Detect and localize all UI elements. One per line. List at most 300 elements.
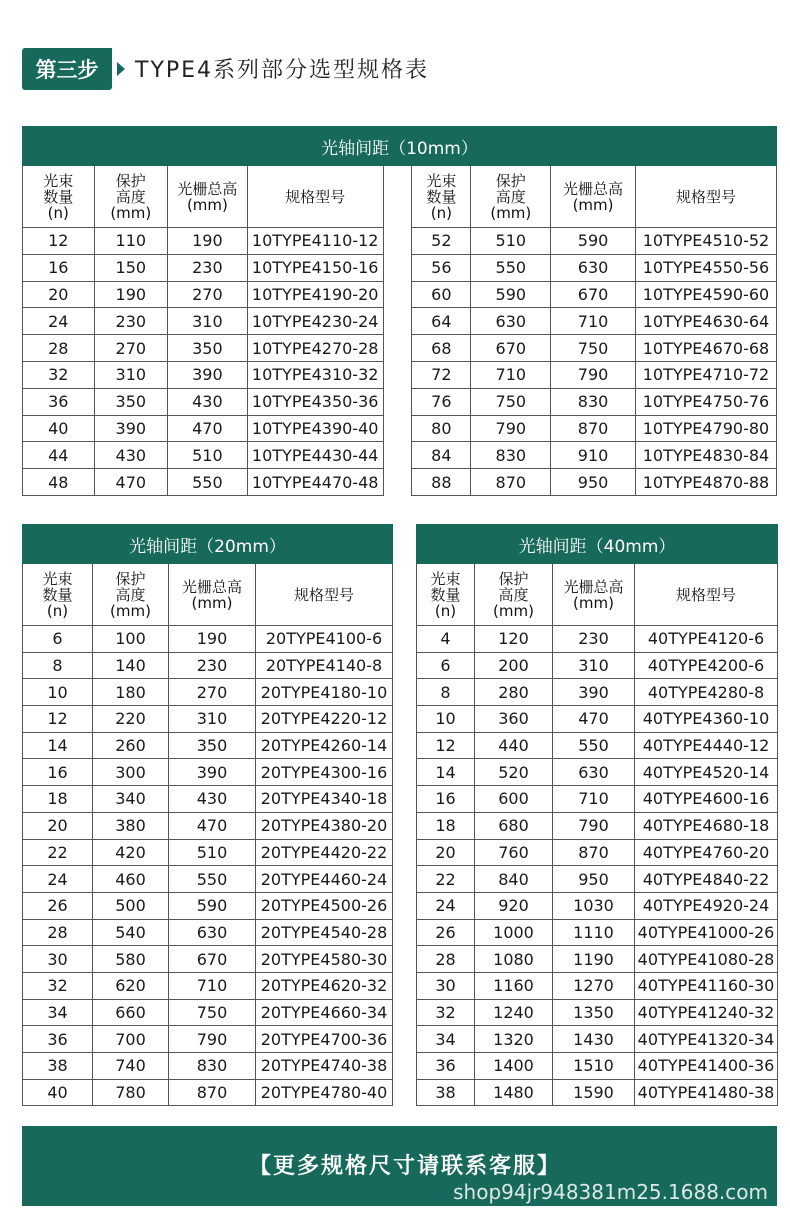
table-cell: 1430: [553, 1026, 635, 1053]
table-cell: 710: [553, 786, 635, 813]
table-cell: 40TYPE4440-12: [635, 732, 778, 759]
table-cell: 910: [551, 442, 636, 469]
table-cell: 300: [93, 759, 169, 786]
table-cell: 20TYPE4620-32: [256, 972, 393, 999]
col-total-height: 光栅总高 (mm): [553, 564, 635, 626]
table-cell: 40TYPE41000-26: [635, 919, 778, 946]
table-cell: 510: [471, 228, 551, 255]
col-model: 规格型号: [635, 166, 776, 228]
table-cell: 920: [475, 892, 553, 919]
table-cell: 310: [169, 706, 256, 733]
table-row: [23, 679, 393, 706]
table-row: [23, 732, 393, 759]
table-cell: 10TYPE4590-60: [635, 281, 776, 308]
table-cell: 1480: [475, 1079, 553, 1106]
table-cell: 270: [168, 281, 248, 308]
table-cell: 430: [168, 388, 248, 415]
table-cell: 340: [93, 786, 169, 813]
step-badge: 第三步: [22, 48, 112, 90]
table-row: [23, 442, 777, 469]
table-cell: 20TYPE4740-38: [256, 1053, 393, 1080]
table-row: [417, 946, 778, 973]
table-cell: 10TYPE4870-88: [635, 469, 776, 496]
table-cell: 6: [23, 626, 93, 653]
table-cell: 20TYPE4220-12: [256, 706, 393, 733]
table-cell: 20TYPE4500-26: [256, 892, 393, 919]
gap: [383, 415, 412, 442]
table-cell: 280: [475, 679, 553, 706]
table-row: [23, 946, 393, 973]
table-row: [417, 999, 778, 1026]
table-cell: 830: [551, 388, 636, 415]
table-cell: 40TYPE4600-16: [635, 786, 778, 813]
table-row: [417, 786, 778, 813]
table-40mm-title: 光轴间距（40mm）: [417, 525, 778, 564]
table-cell: 470: [169, 812, 256, 839]
table-row: [23, 469, 777, 496]
table-cell: 1080: [475, 946, 553, 973]
table-cell: 10TYPE4750-76: [635, 388, 776, 415]
step-arrow: [117, 62, 125, 76]
table-cell: 10TYPE4190-20: [247, 281, 383, 308]
table-cell: 20TYPE4140-8: [256, 652, 393, 679]
table-cell: 950: [553, 866, 635, 893]
table-row: [23, 866, 393, 893]
table-cell: 36: [23, 388, 95, 415]
table-row: [23, 999, 393, 1026]
table-cell: 26: [23, 892, 93, 919]
col-beams: 光束 数量 (n): [23, 564, 93, 626]
table-cell: 260: [93, 732, 169, 759]
table-cell: 34: [23, 999, 93, 1026]
col-protect-height: 保护 高度 (mm): [93, 564, 169, 626]
table-cell: 580: [93, 946, 169, 973]
table-cell: 590: [551, 228, 636, 255]
table-row: [23, 892, 393, 919]
table-row: [23, 652, 393, 679]
table-cell: 10TYPE4310-32: [247, 361, 383, 388]
table-cell: 20: [23, 281, 95, 308]
table-cell: 40TYPE4200-6: [635, 652, 778, 679]
table-cell: 4: [417, 626, 475, 653]
table-cell: 56: [412, 254, 471, 281]
table-cell: 18: [417, 812, 475, 839]
gap: [383, 442, 412, 469]
gap: [383, 308, 412, 335]
table-cell: 190: [94, 281, 168, 308]
table-cell: 40TYPE41480-38: [635, 1079, 778, 1106]
table-cell: 1160: [475, 972, 553, 999]
table-cell: 40TYPE4680-18: [635, 812, 778, 839]
table-cell: 1000: [475, 919, 553, 946]
table-cell: 40TYPE41400-36: [635, 1053, 778, 1080]
table-cell: 1320: [475, 1026, 553, 1053]
gap: [383, 388, 412, 415]
table-cell: 270: [94, 335, 168, 362]
table-row: [23, 254, 777, 281]
table-cell: 20TYPE4340-18: [256, 786, 393, 813]
table-cell: 40: [23, 415, 95, 442]
table-cell: 1270: [553, 972, 635, 999]
col-total-height: 光栅总高 (mm): [168, 166, 248, 228]
table-cell: 790: [471, 415, 551, 442]
table-row: [417, 652, 778, 679]
table-cell: 620: [93, 972, 169, 999]
table-cell: 190: [168, 228, 248, 255]
table-row: [23, 1079, 393, 1106]
table-cell: 510: [169, 839, 256, 866]
table-cell: 20: [417, 839, 475, 866]
table-cell: 390: [168, 361, 248, 388]
table-cell: 1590: [553, 1079, 635, 1106]
table-cell: 550: [168, 469, 248, 496]
table-cell: 40TYPE4840-22: [635, 866, 778, 893]
table-cell: 1510: [553, 1053, 635, 1080]
table-cell: 32: [23, 972, 93, 999]
table-cell: 500: [93, 892, 169, 919]
table-row: [417, 626, 778, 653]
table-cell: 32: [23, 361, 95, 388]
table-cell: 630: [169, 919, 256, 946]
table-cell: 950: [551, 469, 636, 496]
table-row: [23, 786, 393, 813]
table-cell: 10TYPE4110-12: [247, 228, 383, 255]
table-cell: 670: [471, 335, 551, 362]
table-cell: 10TYPE4150-16: [247, 254, 383, 281]
table-cell: 430: [169, 786, 256, 813]
col-beams: 光束 数量 (n): [23, 166, 95, 228]
table-cell: 180: [93, 679, 169, 706]
gap: [383, 166, 412, 228]
table-cell: 680: [475, 812, 553, 839]
table-row: [417, 919, 778, 946]
table-cell: 22: [417, 866, 475, 893]
table-cell: 20TYPE4420-22: [256, 839, 393, 866]
table-cell: 8: [417, 679, 475, 706]
table-cell: 590: [169, 892, 256, 919]
table-cell: 590: [471, 281, 551, 308]
table-cell: 1240: [475, 999, 553, 1026]
gap: [383, 361, 412, 388]
table-cell: 8: [23, 652, 93, 679]
table-row: [417, 866, 778, 893]
table-row: [417, 812, 778, 839]
table-cell: 44: [23, 442, 95, 469]
table-cell: 10TYPE4710-72: [635, 361, 776, 388]
table-row: [23, 706, 393, 733]
table-40mm: [416, 524, 777, 1106]
gap: [383, 335, 412, 362]
table-cell: 710: [551, 308, 636, 335]
table-cell: 64: [412, 308, 471, 335]
table-cell: 24: [417, 892, 475, 919]
table-cell: 380: [93, 812, 169, 839]
table-cell: 30: [23, 946, 93, 973]
table-cell: 550: [169, 866, 256, 893]
table-cell: 28: [23, 919, 93, 946]
col-total-height: 光栅总高 (mm): [551, 166, 636, 228]
table-cell: 12: [417, 732, 475, 759]
table-cell: 20TYPE4180-10: [256, 679, 393, 706]
table-row: [23, 361, 777, 388]
table-cell: 510: [168, 442, 248, 469]
table-cell: 310: [553, 652, 635, 679]
table-row: [23, 308, 777, 335]
table-cell: 10TYPE4470-48: [247, 469, 383, 496]
table-cell: 780: [93, 1079, 169, 1106]
table-cell: 150: [94, 254, 168, 281]
table-cell: 550: [553, 732, 635, 759]
table-cell: 350: [168, 335, 248, 362]
table-cell: 36: [417, 1053, 475, 1080]
table-cell: 710: [169, 972, 256, 999]
table-cell: 20TYPE4380-20: [256, 812, 393, 839]
table-cell: 10TYPE4270-28: [247, 335, 383, 362]
table-row: [23, 972, 393, 999]
table-cell: 390: [553, 679, 635, 706]
table-cell: 230: [169, 652, 256, 679]
table-row: [23, 1053, 393, 1080]
gap: [383, 254, 412, 281]
table-row: [23, 919, 393, 946]
table-cell: 830: [169, 1053, 256, 1080]
table-cell: 220: [93, 706, 169, 733]
table-cell: 750: [551, 335, 636, 362]
table-cell: 230: [168, 254, 248, 281]
table-cell: 760: [475, 839, 553, 866]
table-cell: 1190: [553, 946, 635, 973]
table-cell: 72: [412, 361, 471, 388]
table-cell: 350: [169, 732, 256, 759]
table-row: [23, 626, 393, 653]
table-cell: 34: [417, 1026, 475, 1053]
table-row: [23, 759, 393, 786]
table-cell: 18: [23, 786, 93, 813]
table-cell: 460: [93, 866, 169, 893]
table-cell: 16: [23, 759, 93, 786]
table-cell: 14: [23, 732, 93, 759]
table-cell: 870: [471, 469, 551, 496]
table-cell: 20TYPE4100-6: [256, 626, 393, 653]
table-cell: 1400: [475, 1053, 553, 1080]
table-cell: 40TYPE41320-34: [635, 1026, 778, 1053]
table-cell: 1110: [553, 919, 635, 946]
col-model: 规格型号: [256, 564, 393, 626]
table-cell: 110: [94, 228, 168, 255]
table-cell: 840: [475, 866, 553, 893]
table-cell: 790: [553, 812, 635, 839]
table-row: [23, 1026, 393, 1053]
table-cell: 310: [94, 361, 168, 388]
table-cell: 100: [93, 626, 169, 653]
table-row: [417, 1053, 778, 1080]
table-cell: 28: [417, 946, 475, 973]
table-cell: 230: [553, 626, 635, 653]
table-cell: 40TYPE4280-8: [635, 679, 778, 706]
table-cell: 660: [93, 999, 169, 1026]
table-row: [417, 1026, 778, 1053]
table-cell: 10TYPE4390-40: [247, 415, 383, 442]
table-cell: 20TYPE4260-14: [256, 732, 393, 759]
table-cell: 76: [412, 388, 471, 415]
table-cell: 750: [169, 999, 256, 1026]
table-cell: 520: [475, 759, 553, 786]
table-cell: 24: [23, 866, 93, 893]
table-cell: 20TYPE4660-34: [256, 999, 393, 1026]
table-cell: 32: [417, 999, 475, 1026]
table-20mm-title: 光轴间距（20mm）: [23, 525, 393, 564]
table-cell: 230: [94, 308, 168, 335]
table-cell: 700: [93, 1026, 169, 1053]
table-cell: 270: [169, 679, 256, 706]
table-cell: 14: [417, 759, 475, 786]
table-cell: 790: [551, 361, 636, 388]
table-cell: 10TYPE4350-36: [247, 388, 383, 415]
table-10mm: [22, 126, 777, 496]
table-row: [417, 679, 778, 706]
table-cell: 40TYPE4920-24: [635, 892, 778, 919]
table-cell: 350: [94, 388, 168, 415]
col-total-height: 光栅总高 (mm): [169, 564, 256, 626]
table-cell: 48: [23, 469, 95, 496]
table-row: [417, 759, 778, 786]
table-cell: 20TYPE4460-24: [256, 866, 393, 893]
table-cell: 6: [417, 652, 475, 679]
table-20mm: [22, 524, 392, 1106]
table-cell: 630: [553, 759, 635, 786]
table-cell: 140: [93, 652, 169, 679]
table-cell: 26: [417, 919, 475, 946]
table-cell: 40TYPE4360-10: [635, 706, 778, 733]
table-cell: 68: [412, 335, 471, 362]
gap: [383, 281, 412, 308]
table-cell: 30: [417, 972, 475, 999]
table-cell: 38: [23, 1053, 93, 1080]
table-cell: 710: [471, 361, 551, 388]
table-row: [23, 335, 777, 362]
table-cell: 790: [169, 1026, 256, 1053]
table-cell: 40: [23, 1079, 93, 1106]
table-row: [23, 812, 393, 839]
table-cell: 10TYPE4790-80: [635, 415, 776, 442]
table-cell: 600: [475, 786, 553, 813]
table-10mm-title: 光轴间距（10mm）: [23, 127, 777, 166]
col-protect-height: 保护 高度 (mm): [475, 564, 553, 626]
table-row: [417, 839, 778, 866]
table-cell: 670: [551, 281, 636, 308]
table-cell: 750: [471, 388, 551, 415]
table-cell: 470: [168, 415, 248, 442]
table-cell: 20TYPE4700-36: [256, 1026, 393, 1053]
table-cell: 470: [94, 469, 168, 496]
table-cell: 40TYPE4120-6: [635, 626, 778, 653]
table-row: [417, 706, 778, 733]
table-cell: 40TYPE41240-32: [635, 999, 778, 1026]
table-cell: 870: [551, 415, 636, 442]
shop-watermark: shop94jr948381m25.1688.com: [453, 1180, 768, 1204]
table-cell: 10: [23, 679, 93, 706]
table-cell: 390: [169, 759, 256, 786]
table-cell: 40TYPE4760-20: [635, 839, 778, 866]
table-cell: 20TYPE4540-28: [256, 919, 393, 946]
table-row: [417, 732, 778, 759]
table-cell: 200: [475, 652, 553, 679]
table-cell: 120: [475, 626, 553, 653]
table-row: [23, 228, 777, 255]
table-cell: 10TYPE4550-56: [635, 254, 776, 281]
table-cell: 16: [23, 254, 95, 281]
table-cell: 28: [23, 335, 95, 362]
table-cell: 40TYPE4520-14: [635, 759, 778, 786]
col-beams: 光束 数量 (n): [412, 166, 471, 228]
table-cell: 870: [553, 839, 635, 866]
table-cell: 550: [471, 254, 551, 281]
table-cell: 390: [94, 415, 168, 442]
table-cell: 40TYPE41080-28: [635, 946, 778, 973]
table-cell: 190: [169, 626, 256, 653]
table-cell: 440: [475, 732, 553, 759]
col-model: 规格型号: [247, 166, 383, 228]
table-cell: 670: [169, 946, 256, 973]
table-cell: 630: [471, 308, 551, 335]
table-cell: 24: [23, 308, 95, 335]
table-row: [417, 972, 778, 999]
table-cell: 20TYPE4780-40: [256, 1079, 393, 1106]
table-cell: 10TYPE4630-64: [635, 308, 776, 335]
table-cell: 40TYPE41160-30: [635, 972, 778, 999]
table-cell: 630: [551, 254, 636, 281]
table-cell: 430: [94, 442, 168, 469]
table-cell: 830: [471, 442, 551, 469]
contact-service-text[interactable]: 【更多规格尺寸请联系客服】: [248, 1154, 561, 1179]
table-cell: 20: [23, 812, 93, 839]
table-cell: 870: [169, 1079, 256, 1106]
col-protect-height: 保护 高度 (mm): [471, 166, 551, 228]
table-row: [417, 1079, 778, 1106]
table-cell: 20TYPE4300-16: [256, 759, 393, 786]
table-cell: 10TYPE4670-68: [635, 335, 776, 362]
col-beams: 光束 数量 (n): [417, 564, 475, 626]
table-cell: 12: [23, 228, 95, 255]
table-row: [417, 892, 778, 919]
table-cell: 420: [93, 839, 169, 866]
table-row: [23, 839, 393, 866]
gap: [383, 469, 412, 496]
table-cell: 10TYPE4430-44: [247, 442, 383, 469]
table-cell: 84: [412, 442, 471, 469]
table-cell: 470: [553, 706, 635, 733]
table-cell: 740: [93, 1053, 169, 1080]
table-cell: 10TYPE4830-84: [635, 442, 776, 469]
col-model: 规格型号: [635, 564, 778, 626]
col-protect-height: 保护 高度 (mm): [94, 166, 168, 228]
table-cell: 310: [168, 308, 248, 335]
table-row: [23, 281, 777, 308]
table-cell: 52: [412, 228, 471, 255]
table-cell: 360: [475, 706, 553, 733]
table-cell: 60: [412, 281, 471, 308]
table-cell: 1350: [553, 999, 635, 1026]
table-cell: 80: [412, 415, 471, 442]
table-cell: 36: [23, 1026, 93, 1053]
table-cell: 20TYPE4580-30: [256, 946, 393, 973]
table-row: [23, 388, 777, 415]
table-cell: 1030: [553, 892, 635, 919]
table-cell: 38: [417, 1079, 475, 1106]
table-cell: 22: [23, 839, 93, 866]
table-cell: 10: [417, 706, 475, 733]
table-cell: 10TYPE4230-24: [247, 308, 383, 335]
